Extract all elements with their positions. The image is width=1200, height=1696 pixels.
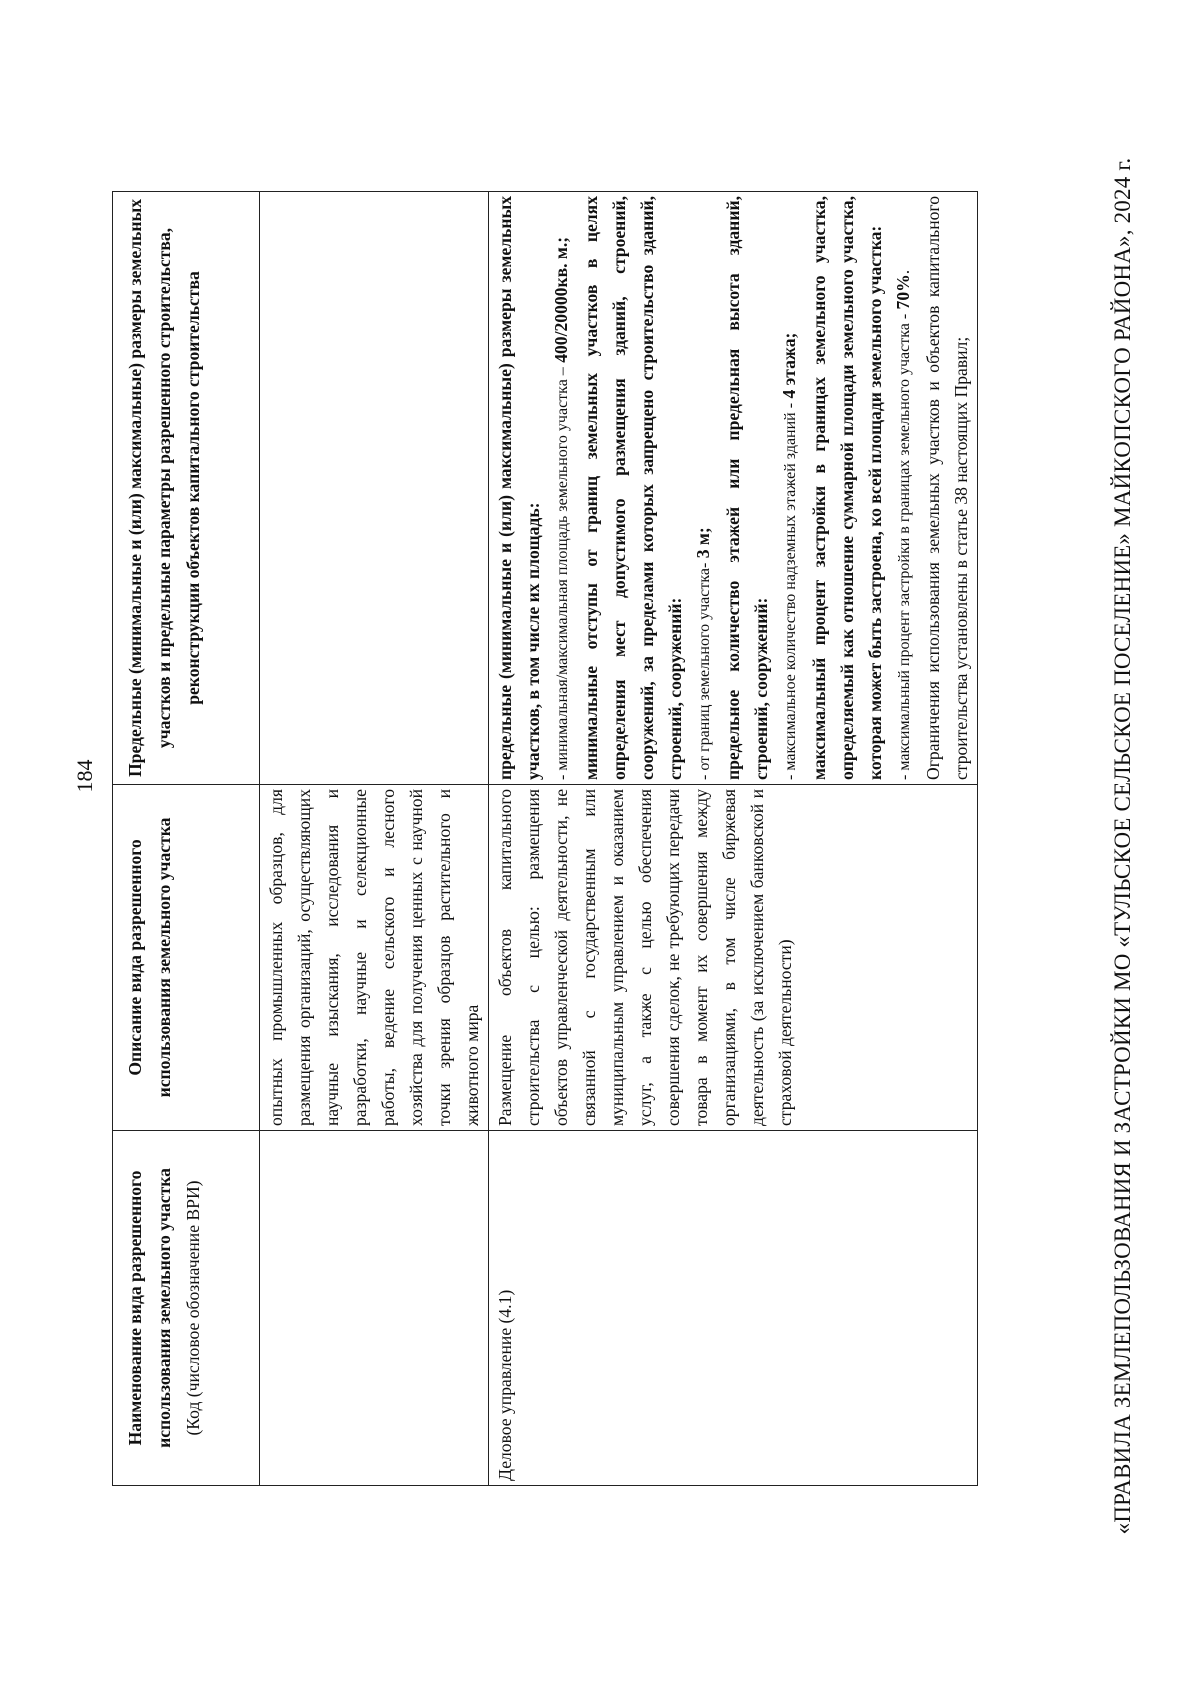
param-area-label: - минимальная/максимальная площадь земельного участка –: [554, 367, 571, 780]
cell-limit-parameters: [260, 192, 489, 785]
param-setback-line: [689, 196, 719, 780]
param-area-unit: кв. м.;: [551, 236, 571, 288]
param-coverage-line: [889, 196, 919, 780]
cell-use-name: [260, 1131, 489, 1486]
table-row: [489, 192, 978, 1486]
header-col1-code: (Код (числовое обозначение ВРИ): [183, 1180, 203, 1436]
table-row: [260, 192, 489, 1486]
param-area-line: [547, 196, 577, 780]
param-setback-heading: минимальные отступы от границ земельных участков в целях определения мест допустимого размещения зданий, строений, сооружений, за пределами которых запрещено строительство зданий, строений, сооружений:: [581, 196, 685, 780]
param-size-heading: предельные (минимальные и (или) максимальные) размеры земельных участков, в том числе их площадь:: [495, 196, 543, 780]
regulations-table: [112, 191, 978, 1486]
document-footer: «ПРАВИЛА ЗЕМЛЕПОЛЬЗОВАНИЯ И ЗАСТРОЙКИ МО «ТУЛЬСКОЕ СЕЛЬСКОЕ ПОСЕЛЕНИЕ» МАЙКОПСКОГО РАЙОНА», 2024 г.: [1110, 157, 1135, 1535]
param-coverage-label: - максимальный процент застройки в границах земельного участка -: [896, 313, 913, 780]
header-permitted-use-description: Описание вида разрешенного использования земельного участка: [113, 785, 260, 1131]
param-restrictions-note: Ограничения использования земельных участков и объектов капитального строительства установлены в статье 38 настоящих Правил;: [923, 196, 971, 780]
param-coverage-end: .: [893, 269, 913, 275]
cell-use-name: Деловое управление (4.1): [489, 1131, 978, 1486]
param-floors-value: 4 этажа;: [779, 332, 799, 399]
param-floors-line: [775, 196, 805, 780]
param-floors-heading: предельное количество этажей или предельная высота зданий, строений, сооружений:: [723, 196, 771, 780]
table-header-row: [113, 192, 260, 1486]
cell-use-description: опытных промышленных образцов, для размещения организаций, осуществляющих научные изыскания, исследования и разработки, научные и селекционные работы, ведение сельского и лесного хозяйства для получения ценных с научной точки зрения образцов растительного и животного мира: [260, 785, 489, 1131]
param-area-value: 400/20000: [551, 287, 571, 363]
param-setback-label: - от границ земельного участка-: [696, 562, 713, 780]
param-coverage-value: 70%: [893, 274, 913, 310]
param-setback-value: 3 м;: [693, 527, 713, 559]
cell-limit-parameters: [489, 192, 978, 785]
param-floors-label: - максимальное количество надземных этажей зданий -: [782, 402, 799, 780]
header-limit-parameters: Предельные (минимальные и (или) максимальные) размеры земельных участков и предельные параметры разрешенного строительства, реконструкции объектов капитального строительства: [113, 192, 260, 785]
header-col1-bold: Наименование вида разрешенного использования земельного участка: [125, 1168, 174, 1448]
param-coverage-heading: максимальный процент застройки в границах земельного участка, определяемый как отношение суммарной площади земельного участка, которая может быть застроена, ко всей площади земельного участка:: [809, 196, 885, 780]
cell-use-description: Размещение объектов капитального строительства с целью: размещения объектов управленческой деятельности, не связанной с государственным или муниципальным управлением и оказанием услуг, а также с целью обеспечения совершения сделок, не требующих передачи товара в момент их совершения между организациями, в том числе биржевая деятельность (за исключением банковской и страховой деятельности): [489, 785, 978, 1131]
header-permitted-use-name: [113, 1131, 260, 1486]
page-number: 184: [72, 759, 97, 793]
